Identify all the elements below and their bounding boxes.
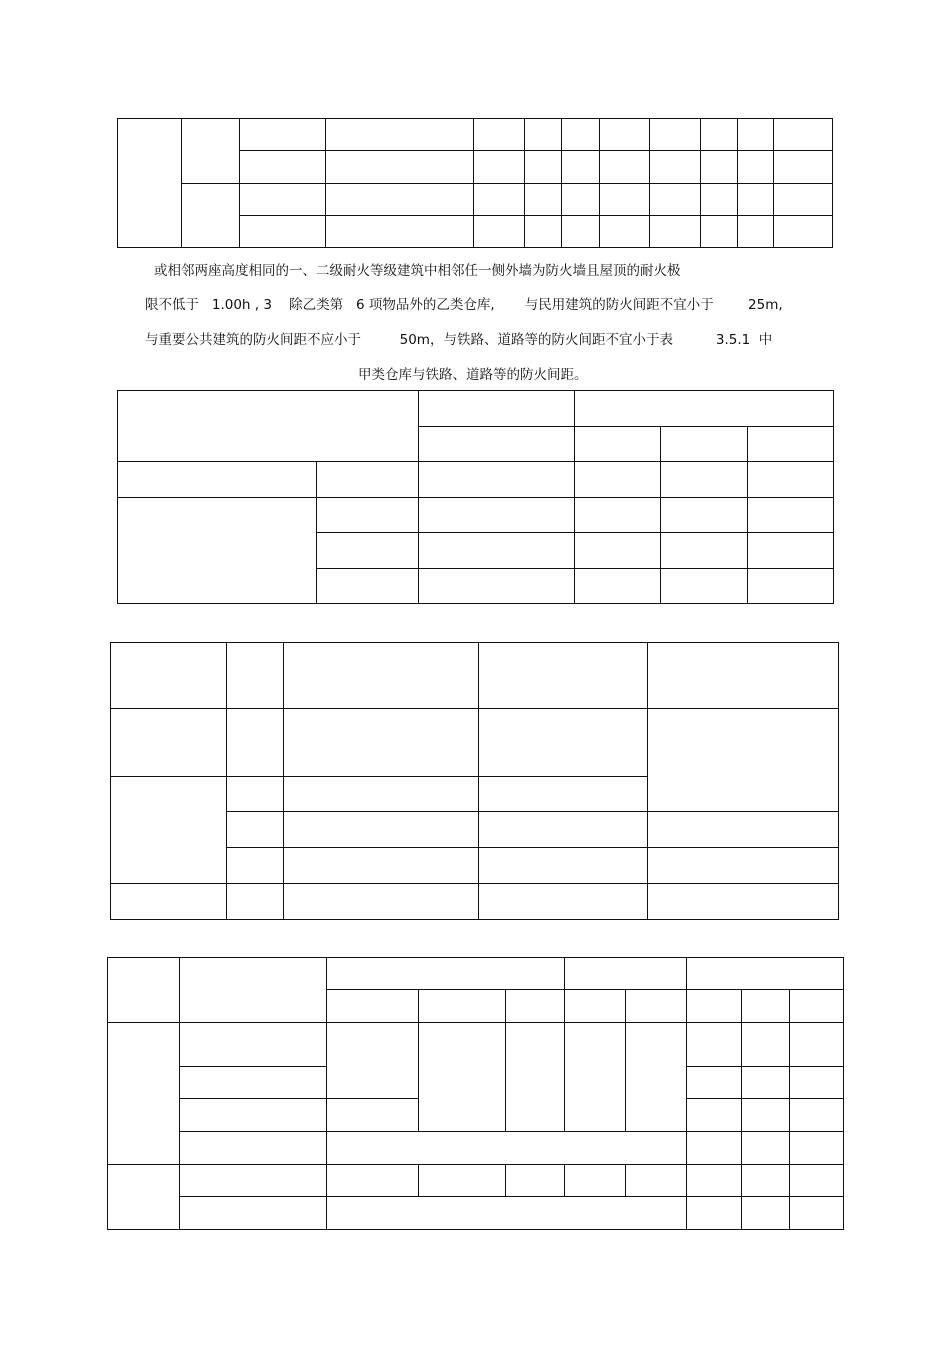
table-cell bbox=[327, 990, 419, 1023]
table-cell bbox=[701, 119, 738, 151]
table-cell bbox=[600, 183, 650, 215]
table-3 bbox=[110, 642, 839, 920]
table-cell bbox=[600, 215, 650, 247]
table-cell bbox=[742, 990, 790, 1023]
paragraph-line-2: 限不低于 1.00h , 3 除乙类第 6 项物品外的乙类仓库, 与民用建筑的防火间距不宜小于 25m, bbox=[145, 297, 783, 313]
table-cell bbox=[687, 958, 844, 990]
table-cell bbox=[600, 119, 650, 151]
table-cell bbox=[180, 958, 327, 1023]
table-cell bbox=[118, 462, 317, 498]
table-cell bbox=[687, 1067, 742, 1099]
table-cell bbox=[748, 533, 834, 569]
table-cell bbox=[738, 119, 774, 151]
table-cell bbox=[738, 183, 774, 215]
table-cell bbox=[180, 1165, 327, 1197]
table-cell bbox=[327, 1197, 687, 1230]
table-cell bbox=[748, 568, 834, 604]
table-cell bbox=[284, 643, 479, 709]
table-cell bbox=[227, 643, 284, 709]
table-cell bbox=[774, 119, 833, 151]
table-2 bbox=[117, 390, 834, 604]
table-cell bbox=[506, 1023, 565, 1132]
paragraph-line-4: 甲类仓库与铁路、道路等的防火间距。 bbox=[358, 367, 588, 383]
table-cell bbox=[790, 1132, 844, 1165]
table-cell bbox=[748, 462, 834, 498]
table-cell bbox=[284, 848, 479, 884]
table-cell bbox=[327, 1165, 419, 1197]
table-cell bbox=[650, 183, 701, 215]
table-cell bbox=[227, 884, 284, 920]
table-cell bbox=[111, 709, 227, 777]
table-cell bbox=[661, 568, 748, 604]
table-cell bbox=[687, 1132, 742, 1165]
table-cell bbox=[479, 709, 648, 777]
table-cell bbox=[182, 183, 240, 248]
table-row bbox=[108, 1197, 844, 1230]
table-cell bbox=[180, 1132, 327, 1165]
table-cell bbox=[701, 151, 738, 183]
table-cell bbox=[565, 958, 687, 990]
table-cell bbox=[742, 1023, 790, 1067]
table-cell bbox=[419, 568, 575, 604]
table-cell bbox=[626, 990, 687, 1023]
table-cell bbox=[748, 426, 834, 462]
table-cell bbox=[575, 568, 661, 604]
table-4 bbox=[107, 957, 844, 1230]
table-row bbox=[118, 462, 834, 498]
table-cell bbox=[562, 151, 600, 183]
table-cell bbox=[240, 151, 326, 183]
table-cell bbox=[738, 151, 774, 183]
table-cell bbox=[284, 884, 479, 920]
table-cell bbox=[111, 884, 227, 920]
table-cell bbox=[648, 709, 839, 812]
table-row bbox=[108, 1165, 844, 1197]
table-cell bbox=[687, 1023, 742, 1067]
table-cell bbox=[774, 215, 833, 247]
table-cell bbox=[284, 709, 479, 777]
table-cell bbox=[180, 1197, 327, 1230]
table-cell bbox=[327, 1132, 687, 1165]
table-cell bbox=[227, 812, 284, 848]
table-cell bbox=[575, 533, 661, 569]
table-cell bbox=[742, 1099, 790, 1132]
table-cell bbox=[626, 1165, 687, 1197]
table-cell bbox=[419, 533, 575, 569]
table-cell bbox=[687, 1099, 742, 1132]
table-row bbox=[111, 643, 839, 709]
table-cell bbox=[111, 643, 227, 709]
table-cell bbox=[474, 215, 525, 247]
table-cell bbox=[227, 709, 284, 777]
table-cell bbox=[317, 568, 419, 604]
table-cell bbox=[474, 151, 525, 183]
table-cell bbox=[326, 183, 474, 215]
table-cell bbox=[419, 990, 506, 1023]
table-cell bbox=[525, 183, 562, 215]
table-cell bbox=[180, 1023, 327, 1067]
table-row bbox=[108, 1132, 844, 1165]
table-cell bbox=[506, 1165, 565, 1197]
table-row bbox=[118, 119, 833, 151]
table-cell bbox=[790, 1197, 844, 1230]
table-1 bbox=[117, 118, 833, 248]
table-cell bbox=[650, 151, 701, 183]
table-cell bbox=[565, 1023, 626, 1132]
table-cell bbox=[774, 151, 833, 183]
table-cell bbox=[562, 215, 600, 247]
table-cell bbox=[240, 215, 326, 247]
table-cell bbox=[240, 119, 326, 151]
table-cell bbox=[661, 533, 748, 569]
table-cell bbox=[240, 183, 326, 215]
paragraph-line-1: 或相邻两座高度相同的一、二级耐火等级建筑中相邻任一侧外墙为防火墙且屋顶的耐火极 bbox=[154, 263, 681, 279]
table-cell bbox=[650, 215, 701, 247]
table-cell bbox=[661, 426, 748, 462]
table-cell bbox=[326, 151, 474, 183]
table-cell bbox=[565, 990, 626, 1023]
table-cell bbox=[317, 533, 419, 569]
table-row bbox=[118, 391, 834, 427]
table-cell bbox=[108, 1023, 180, 1165]
table-cell bbox=[687, 990, 742, 1023]
table-cell bbox=[525, 215, 562, 247]
table-cell bbox=[648, 643, 839, 709]
table-row bbox=[108, 1023, 844, 1067]
table-cell bbox=[419, 462, 575, 498]
table-cell bbox=[661, 462, 748, 498]
table-cell bbox=[600, 151, 650, 183]
table-cell bbox=[774, 183, 833, 215]
table-row bbox=[118, 497, 834, 533]
table-cell bbox=[701, 183, 738, 215]
table-cell bbox=[118, 391, 419, 462]
table-cell bbox=[479, 884, 648, 920]
table-cell bbox=[650, 119, 701, 151]
table-cell bbox=[326, 215, 474, 247]
table-cell bbox=[742, 1132, 790, 1165]
table-cell bbox=[565, 1165, 626, 1197]
table-cell bbox=[419, 1023, 506, 1132]
table-row bbox=[111, 884, 839, 920]
table-cell bbox=[327, 958, 565, 990]
table-cell bbox=[419, 1165, 506, 1197]
table-cell bbox=[790, 1023, 844, 1067]
table-cell bbox=[227, 848, 284, 884]
table-cell bbox=[648, 848, 839, 884]
table-cell bbox=[742, 1067, 790, 1099]
table-cell bbox=[327, 1023, 419, 1099]
table-cell bbox=[118, 119, 182, 248]
table-cell bbox=[575, 426, 661, 462]
table-cell bbox=[479, 812, 648, 848]
table-cell bbox=[317, 497, 419, 533]
table-row bbox=[108, 958, 844, 990]
table-cell bbox=[506, 990, 565, 1023]
table-cell bbox=[575, 391, 834, 427]
table-cell bbox=[419, 497, 575, 533]
table-cell bbox=[661, 497, 748, 533]
table-cell bbox=[525, 151, 562, 183]
table-cell bbox=[419, 426, 575, 462]
paragraph-line-3: 与重要公共建筑的防火间距不应小于 50m，与铁路、道路等的防火间距不宜小于表 3.5.1 中 bbox=[145, 332, 773, 348]
table-cell bbox=[327, 1099, 419, 1132]
table-cell bbox=[562, 119, 600, 151]
table-cell bbox=[317, 462, 419, 498]
table-cell bbox=[108, 958, 180, 1023]
table-cell bbox=[575, 497, 661, 533]
table-cell bbox=[479, 643, 648, 709]
table-cell bbox=[227, 777, 284, 812]
table-cell bbox=[108, 1165, 180, 1230]
table-cell bbox=[111, 777, 227, 884]
table-cell bbox=[687, 1197, 742, 1230]
table-cell bbox=[419, 391, 575, 427]
table-cell bbox=[180, 1099, 327, 1132]
table-cell bbox=[182, 119, 240, 184]
table-cell bbox=[474, 119, 525, 151]
table-cell bbox=[474, 183, 525, 215]
table-cell bbox=[748, 497, 834, 533]
table-cell bbox=[790, 1165, 844, 1197]
table-row bbox=[118, 183, 833, 215]
table-cell bbox=[742, 1197, 790, 1230]
table-cell bbox=[738, 215, 774, 247]
table-cell bbox=[648, 884, 839, 920]
table-cell bbox=[742, 1165, 790, 1197]
table-cell bbox=[575, 462, 661, 498]
table-cell bbox=[701, 215, 738, 247]
table-cell bbox=[525, 119, 562, 151]
table-cell bbox=[790, 1067, 844, 1099]
table-cell bbox=[479, 777, 648, 812]
table-cell bbox=[790, 1099, 844, 1132]
table-cell bbox=[118, 497, 317, 604]
table-cell bbox=[790, 990, 844, 1023]
table-row bbox=[111, 709, 839, 777]
table-cell bbox=[326, 119, 474, 151]
table-cell bbox=[180, 1067, 327, 1099]
table-cell bbox=[284, 812, 479, 848]
table-cell bbox=[562, 183, 600, 215]
table-cell bbox=[626, 1023, 687, 1132]
table-cell bbox=[648, 812, 839, 848]
table-cell bbox=[687, 1165, 742, 1197]
table-cell bbox=[479, 848, 648, 884]
table-cell bbox=[284, 777, 479, 812]
